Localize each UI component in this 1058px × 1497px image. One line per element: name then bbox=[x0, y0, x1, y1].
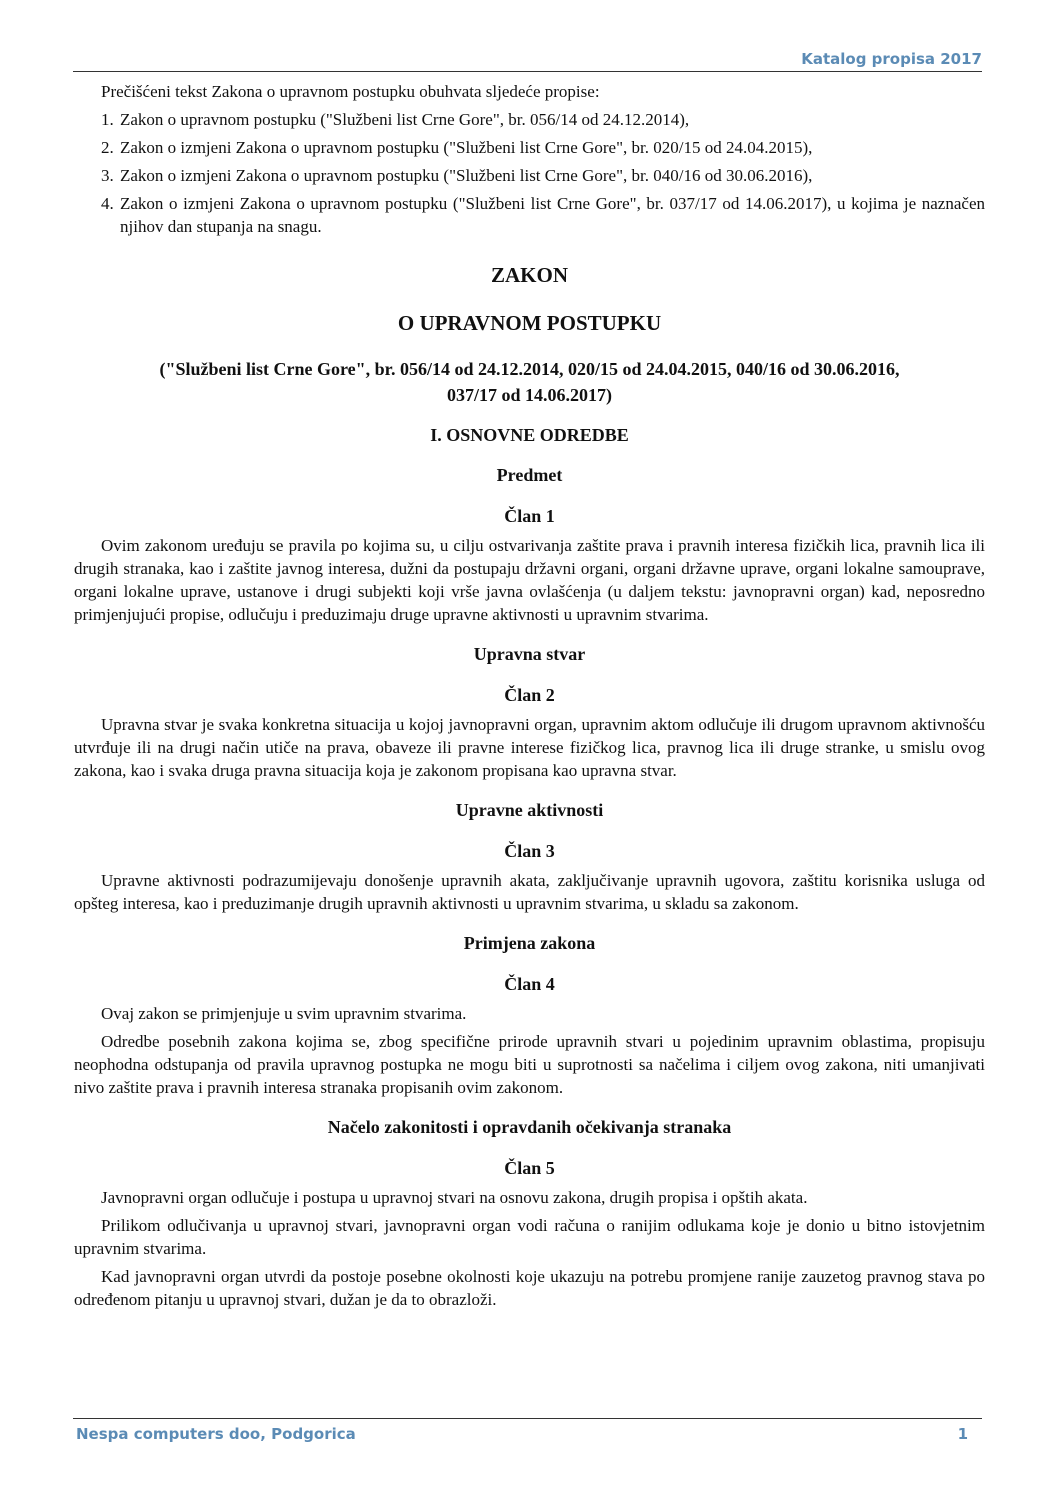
header-brand: Katalog propisa 2017 bbox=[801, 50, 982, 68]
article-subject: Načelo zakonitosti i opravdanih očekivanja stranaka bbox=[327, 1117, 732, 1137]
list-number: 1. bbox=[101, 110, 114, 129]
article-subject: Primjena zakona bbox=[463, 933, 596, 953]
section-title: I. OSNOVNE ODREDBE bbox=[430, 425, 629, 445]
law-title: ZAKON bbox=[490, 263, 568, 287]
article-subject: Predmet bbox=[496, 465, 563, 485]
article-paragraph: Upravne aktivnosti podrazumijevaju donošenje upravnih akata, zaključivanje upravnih ugovora, zaštitu korisnika usluga od opšteg interesa, kao i preduzimanje drugih upravnih aktivnosti u upravnim stvarima, u skladu sa zakonom. bbox=[74, 871, 985, 913]
footer-company: Nespa computers doo, Podgorica bbox=[76, 1425, 356, 1443]
footer-rule bbox=[73, 1418, 982, 1419]
article-subject: Upravne aktivnosti bbox=[455, 800, 604, 820]
list-number: 3. bbox=[101, 166, 114, 185]
article-label: Član 5 bbox=[504, 1158, 555, 1178]
article-label: Član 2 bbox=[504, 685, 555, 705]
article-label: Član 4 bbox=[504, 974, 555, 994]
article-label: Član 3 bbox=[504, 841, 555, 861]
list-item bbox=[74, 136, 985, 159]
intro-text: Prečišćeni tekst Zakona o upravnom postupku obuhvata sljedeće propise: bbox=[101, 82, 600, 101]
header-rule bbox=[73, 71, 982, 72]
gazette-line-2: 037/17 od 14.06.2017) bbox=[446, 385, 612, 405]
list-item bbox=[74, 108, 985, 131]
law-subtitle: O UPRAVNOM POSTUPKU bbox=[397, 311, 662, 335]
article-paragraph: Prilikom odlučivanja u upravnoj stvari, javnopravni organ vodi računa o ranijim odlukama koje je donio u bitno istovjetnim upravnim stvarima. bbox=[74, 1216, 985, 1258]
article-paragraph: Ovaj zakon se primjenjuje u svim upravnim stvarima. bbox=[101, 1004, 467, 1023]
list-item bbox=[74, 192, 985, 238]
list-text: Zakon o izmjeni Zakona o upravnom postupku ("Službeni list Crne Gore", br. 020/15 od 24.04.2015), bbox=[120, 138, 813, 157]
gazette-line-1: ("Službeni list Crne Gore", br. 056/14 od 24.12.2014, 020/15 od 24.04.2015, 040/16 od 30.06.2016, bbox=[159, 359, 900, 379]
document-body bbox=[74, 80, 985, 1316]
list-number: 2. bbox=[101, 138, 114, 157]
list-number: 4. bbox=[101, 194, 114, 213]
article-paragraph: Kad javnopravni organ utvrdi da postoje posebne okolnosti koje ukazuju na potrebu promjene ranije zauzetog pravnog stava po određenom pitanju u upravnoj stvari, dužan je da to obrazloži. bbox=[74, 1267, 985, 1309]
article-paragraph: Upravna stvar je svaka konkretna situacija u kojoj javnopravni organ, upravnim aktom odlučuje ili drugom upravnom aktivnošću utvrđuje ili na drugi način utiče na prava, obaveze ili pravne interese fizičkog lica, pravnog lica ili druge stranke, u smislu ovog zakona, kao i svaka druga pravna situacija koja je zakonom propisana kao upravna stvar. bbox=[74, 715, 985, 780]
list-text: Zakon o upravnom postupku ("Službeni list Crne Gore", br. 056/14 od 24.12.2014), bbox=[120, 110, 690, 129]
list-text: Zakon o izmjeni Zakona o upravnom postupku ("Službeni list Crne Gore", br. 040/16 od 30.06.2016), bbox=[120, 166, 813, 185]
article-paragraph: Javnopravni organ odlučuje i postupa u upravnoj stvari na osnovu zakona, drugih propisa i opštih akata. bbox=[101, 1188, 808, 1207]
gazette-reference bbox=[74, 356, 985, 408]
page-number: 1 bbox=[957, 1425, 968, 1443]
list-item bbox=[74, 164, 985, 187]
article-label: Član 1 bbox=[504, 506, 555, 526]
list-text: Zakon o izmjeni Zakona o upravnom postupku ("Službeni list Crne Gore", br. 037/17 od 14.06.2017), u kojima je naznačen njihov dan stupanja na snagu. bbox=[120, 194, 985, 236]
article-subject: Upravna stvar bbox=[473, 644, 586, 664]
article-paragraph: Odredbe posebnih zakona kojima se, zbog specifične prirode upravnih stvari u pojedinim upravnim oblastima, propisuju neophodna odstupanja od pravila upravnog postupka ne mogu biti u suprotnosti sa načelima i ciljem ovog zakona, niti umanjivati nivo zaštite prava i pravnih interesa stranaka propisanih ovim zakonom. bbox=[74, 1032, 985, 1097]
article-paragraph: Ovim zakonom uređuju se pravila po kojima su, u cilju ostvarivanja zaštite prava i pravnih interesa fizičkih lica, pravnih lica ili drugih stranaka, kao i zaštite javnog interesa, dužni da postupaju državni organi, organi državne uprave, organi lokalne samouprave, organi lokalne uprave, ustanove i drugi subjekti koji vrše javna ovlašćenja (u daljem tekstu: javnopravni organ) kad, neposredno primjenjujući propise, odlučuju i preduzimaju druge upravne aktivnosti u upravnim stvarima. bbox=[74, 536, 985, 624]
